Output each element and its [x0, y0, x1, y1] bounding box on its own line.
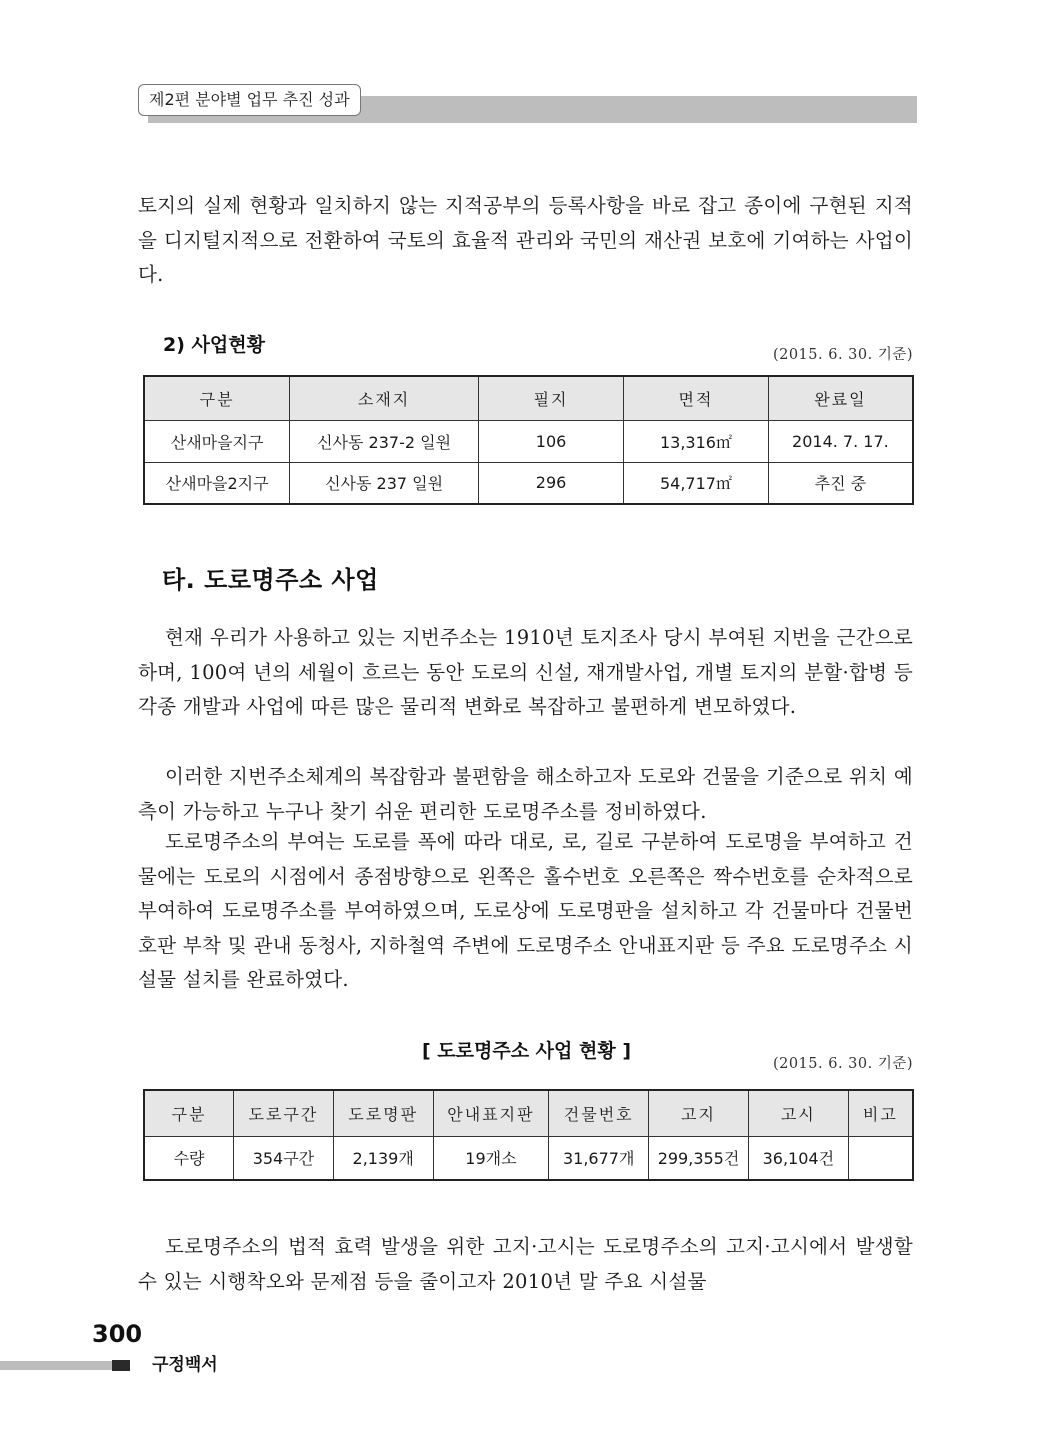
road-address-table [143, 1089, 914, 1181]
chapter-tab: 제2편 분야별 업무 추진 성과 [138, 84, 361, 116]
table-cell: 36,104건 [748, 1136, 848, 1180]
table-cell: 13,316㎡ [624, 420, 769, 462]
business-status-table [143, 375, 914, 505]
table-cell: 수량 [144, 1136, 234, 1180]
table-cell: 19개소 [433, 1136, 549, 1180]
column-header: 구분 [144, 1090, 234, 1136]
column-header: 구분 [144, 376, 290, 420]
table-row [144, 420, 913, 462]
table-cell: 신사동 237 일원 [290, 462, 479, 504]
column-header: 비고 [848, 1090, 913, 1136]
page-number: 300 [92, 1320, 143, 1348]
body-paragraph: 현재 우리가 사용하고 있는 지번주소는 1910년 토지조사 당시 부여된 지번을 근간으로 하며, 100여 년의 세월이 흐르는 동안 도로의 신설, 재개발사업, 개별 토지의 분할·합병 등 각종 개발과 사업에 따른 많은 물리적 변화로 복잡하고 불편하게 변모하였다. [138, 626, 913, 718]
column-header: 도로구간 [234, 1090, 334, 1136]
table-cell: 296 [478, 462, 623, 504]
table-header-row [144, 1090, 913, 1136]
table-cell: 추진 중 [768, 462, 913, 504]
column-header: 면적 [624, 376, 769, 420]
column-header: 건물번호 [549, 1090, 649, 1136]
table-caption: [ 도로명주소 사업 현황 ] [421, 1040, 631, 1062]
closing-paragraph: 도로명주소의 법적 효력 발생을 위한 고지·고시는 도로명주소의 고지·고시에서 발생할 수 있는 시행착오와 문제점 등을 줄이고자 2010년 말 주요 시설물 [138, 1235, 913, 1293]
business-status-date-note: (2015. 6. 30. 기준) [772, 347, 913, 363]
table-cell: 산새마을지구 [144, 420, 290, 462]
footer-bar [0, 1361, 112, 1370]
table-cell: 106 [478, 420, 623, 462]
table-header-row [144, 376, 913, 420]
intro-paragraph: 토지의 실제 현황과 일치하지 않는 지적공부의 등록사항을 바로 잡고 종이에 구현된 지적을 디지털지적으로 전환하여 국토의 효율적 관리와 국민의 재산권 보호에 기여하는 사업이다. [138, 194, 913, 286]
table-row [144, 1136, 913, 1180]
book-title: 구정백서 [152, 1355, 218, 1375]
body-paragraph: 도로명주소의 부여는 도로를 폭에 따라 대로, 로, 길로 구분하여 도로명을 부여하고 건물에는 도로의 시점에서 종점방향으로 왼쪽은 홀수번호 오른쪽은 짝수번호를 순차적으로 부여하여 도로명주소를 부여하였으며, 도로상에 도로명판을 설치하고 각 건물마다 건물번호판 부착 및 관내 동청사, 지하철역 주변에 도로명주소 안내표지판 등 주요 도로명주소 시설물 설치를 완료하였다. [138, 830, 913, 991]
table-cell: 신사동 237-2 일원 [290, 420, 479, 462]
column-header: 고지 [649, 1090, 749, 1136]
column-header: 고시 [748, 1090, 848, 1136]
table-cell [848, 1136, 913, 1180]
column-header: 완료일 [768, 376, 913, 420]
column-header: 소재지 [290, 376, 479, 420]
table-cell: 31,677개 [549, 1136, 649, 1180]
table-cell: 2,139개 [333, 1136, 433, 1180]
body-paragraph: 이러한 지번주소체계의 복잡함과 불편함을 해소하고자 도로와 건물을 기준으로 위치 예측이 가능하고 누구나 찾기 쉬운 편리한 도로명주소를 정비하였다. [138, 765, 913, 823]
table-cell: 354구간 [234, 1136, 334, 1180]
table-row [144, 462, 913, 504]
section-heading: 타. 도로명주소 사업 [162, 566, 379, 594]
column-header: 필지 [478, 376, 623, 420]
table-cell: 2014. 7. 17. [768, 420, 913, 462]
column-header: 도로명판 [333, 1090, 433, 1136]
business-status-heading: 2) 사업현황 [163, 334, 265, 356]
table-cell: 산새마을2지구 [144, 462, 290, 504]
road-address-date-note: (2015. 6. 30. 기준) [772, 1056, 913, 1072]
column-header: 안내표지판 [433, 1090, 549, 1136]
table-cell: 299,355건 [649, 1136, 749, 1180]
footer-square [112, 1360, 130, 1371]
table-cell: 54,717㎡ [624, 462, 769, 504]
